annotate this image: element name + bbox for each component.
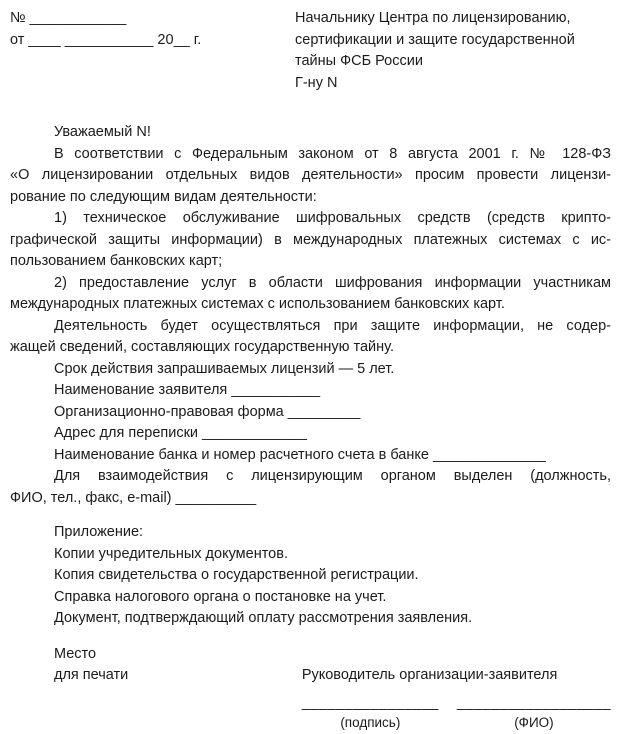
stamp-area — [54, 644, 128, 687]
body-line: рование по следующим видам деятельности: — [10, 188, 317, 205]
signature-blank-line: ________________ — [301, 694, 439, 711]
name-caption: (ФИО) — [514, 715, 554, 730]
name-field — [457, 693, 611, 732]
body-line: Деятельность будет осуществляться при защите информации, не содер- — [54, 317, 611, 334]
attachment-line: Документ, подтверждающий оплату рассмотрения заявления. — [54, 610, 473, 626]
signature-caption: (подпись) — [340, 715, 401, 730]
attachment-line: Копия свидетельства о государственной регистрации. — [54, 567, 419, 583]
name-blank-line: __________________ — [456, 694, 611, 711]
signature-field — [302, 693, 439, 732]
addressee-line: Г-ну N — [295, 74, 338, 91]
body-line: Для взаимодействия с лицензирующим органом выделен (должность, — [54, 468, 611, 484]
body-line: «О лицензировании отдельных видов деятельности» просим провести лицензи- — [10, 167, 611, 183]
attachment-line: Приложение: — [54, 524, 144, 540]
stamp-area-line: для печати — [54, 667, 129, 683]
addressee-line: Начальнику Центра по лицензированию, — [295, 10, 571, 26]
body-line: графической защиты информации) в международных платежных системах с ис- — [10, 231, 611, 248]
body-line: Уважаемый N! — [54, 124, 151, 140]
outgoing-ref-block — [10, 8, 201, 94]
body-line: ФИО, тел., факс, e-mail) __________ — [10, 489, 257, 506]
body-line: пользованием банковских карт; — [10, 253, 223, 269]
body-line: Организационно-правовая форма _________ — [54, 403, 361, 420]
signer-title: Руководитель организации-заявителя — [301, 667, 558, 683]
addressee-line: тайны ФСБ России — [295, 53, 423, 69]
body-line: 1) техническое обслуживание шифровальных средств (средств крипто- — [54, 210, 611, 226]
body-line: Наименование банка и номер расчетного счета в банке ______________ — [54, 446, 546, 463]
signature-row — [302, 693, 611, 732]
addressee-block — [295, 8, 611, 94]
letter-header — [10, 8, 611, 94]
outgoing-date-line: от ____ ___________ 20__ г. — [10, 31, 202, 48]
signature-block — [302, 644, 611, 732]
attachment-line: Справка налогового органа о постановке на учет. — [54, 588, 387, 605]
body-line: 2) предоставление услуг в области шифрования информации участникам — [54, 274, 611, 291]
outgoing-number-line: № ____________ — [10, 10, 127, 26]
body-line: Адрес для переписки _____________ — [54, 425, 307, 441]
addressee-line: сертификации и защите государственной — [295, 31, 575, 48]
stamp-area-line: Место — [54, 645, 97, 662]
letter-footer — [10, 644, 611, 732]
attachment-line: Копии учредительных документов. — [54, 545, 288, 562]
body-line: международных платежных системах с использованием банковских карт. — [10, 296, 505, 312]
body-line: жащей сведений, составляющих государственную тайну. — [10, 339, 394, 355]
body-line: Срок действия запрашиваемых лицензий — 5 лет. — [54, 360, 395, 377]
attachments-block — [54, 522, 611, 630]
letter-body — [10, 122, 611, 509]
body-line: Наименование заявителя ___________ — [54, 382, 321, 398]
body-line: В соответствии с Федеральным законом от 8 августа 2001 г. № 128-ФЗ — [54, 145, 611, 162]
